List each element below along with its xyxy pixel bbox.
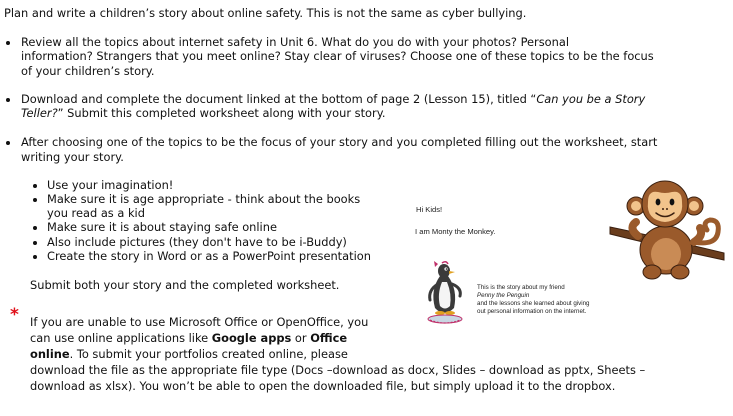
story-caption-4: out personal information on the internet. — [477, 308, 587, 315]
penguin-beak — [449, 271, 455, 274]
hi-kids-text: Hi Kids! — [416, 205, 443, 214]
bullet-1-line-1: Review all the topics about internet safety in Unit 6. What do you do with your photos? Personal — [21, 35, 569, 49]
bullet-2-line-1: Download and complete the document linked at the bottom of page 2 (Lesson 15), titled “Can you be a Story — [21, 92, 646, 106]
sub-bullet-1: Use your imagination! — [47, 178, 174, 192]
monkey-illustration — [608, 180, 726, 283]
submit-both-text: Submit both your story and the completed worksheet. — [30, 278, 340, 292]
sub-bullet-2-cont: you read as a kid — [47, 206, 145, 220]
sub-bullet-dot — [33, 255, 37, 259]
sub-bullet-2: Make sure it is age appropriate - think about the books — [47, 192, 361, 206]
sub-bullet-4: Also include pictures (they don't have to be i-Buddy) — [47, 235, 347, 249]
sub-bullet-3: Make sure it is about staying safe online — [47, 220, 277, 234]
note-line-2: can use online applications like Google apps or Office — [30, 331, 348, 345]
asterisk-marker: * — [10, 305, 19, 325]
bullet-3-line-2: writing your story. — [21, 150, 124, 164]
monty-text: I am Monty the Monkey. — [415, 227, 496, 236]
note-line-1: If you are unable to use Microsoft Office or OpenOffice, you — [30, 315, 369, 329]
note-line-3: online. To submit your portfolios created online, please — [30, 347, 348, 361]
sub-bullet-dot — [33, 198, 37, 202]
penguin-head — [438, 264, 450, 278]
story-caption-3: and the lessons she learned about giving — [477, 300, 590, 307]
note-line-4: download the file as the appropriate file type (Docs –download as docx, Slides – download as pptx, Sheets – — [30, 363, 646, 377]
note-line-5: download as xlsx). You won’t be able to open the downloaded file, but simply upload it to the dropbox. — [30, 379, 616, 393]
sub-bullet-5: Create the story in Word or as a PowerPoint presentation — [47, 249, 371, 263]
monkey-face — [648, 192, 682, 222]
intro-text: Plan and write a children’s story about online safety. This is not the same as cyber bullying. — [4, 6, 527, 20]
office-text: Office — [310, 331, 348, 345]
sub-bullet-dot — [33, 226, 37, 230]
google-apps-text: Google apps — [211, 331, 292, 345]
sub-bullet-dot — [33, 241, 37, 245]
bullet-3-line-1: After choosing one of the topics to be the focus of your story and you completed filling out the worksheet, start — [21, 135, 658, 149]
story-caption-2: Penny the Penguin — [477, 292, 530, 299]
bullet-1-line-3: of your children’s story. — [21, 64, 155, 78]
online-text: online — [30, 347, 70, 361]
bullet-1-line-2: information? Strangers that you meet online? Stay clear of viruses? Choose one of these topics to be the focus — [21, 49, 654, 63]
penguin-illustration — [426, 260, 468, 332]
bullet-dot — [6, 98, 10, 102]
sub-bullet-dot — [33, 184, 37, 188]
bullet-dot — [6, 141, 10, 145]
bullet-dot — [6, 41, 10, 45]
story-caption-1: This is the story about my friend — [477, 284, 565, 291]
bullet-2-line-2: Teller?” Submit this completed worksheet along with your story. — [21, 106, 386, 120]
